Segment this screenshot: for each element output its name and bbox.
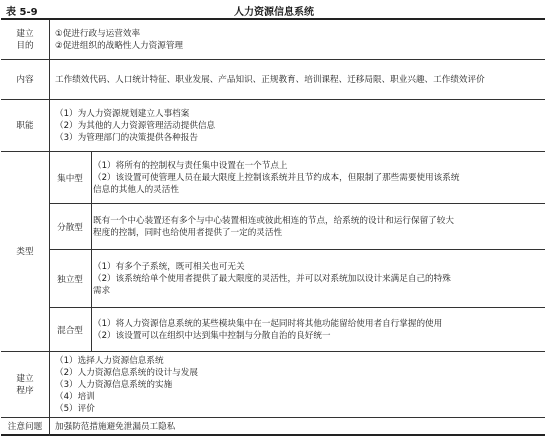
row-label-notes: 注意问题 [1, 418, 50, 436]
function-item: （2）为其他的人力资源管理活动提供信息 [55, 120, 216, 131]
procedure-item: （2）人力资源信息系统的设计与发展 [55, 367, 198, 378]
row-label-functions: 职能 [1, 100, 50, 151]
table-caption [0, 0, 548, 18]
subtype-line: （1）有多个子系统，既可相关也可无关 [93, 261, 245, 272]
procedure-item: （5）评价 [55, 403, 95, 414]
subtype-label: 混合型 [49, 308, 92, 352]
subtype-line: 既有一个中心装置还有多个与中心装置相连或彼此相连的节点，给系统的设计和运行保留了较大 [93, 215, 454, 226]
purpose-item: ①促进行政与运营效率 [55, 28, 141, 39]
subtype-line: 程度的控制，同时也给使用者提供了一定的灵活性 [93, 227, 283, 238]
row-content-content [51, 60, 541, 99]
subtype-content [93, 308, 541, 352]
subtype-line: （2）该设置可以在组织中达到集中控制与分散自治的良好统一 [93, 331, 331, 341]
row-content-build-purpose [51, 20, 541, 59]
row-label-types: 类型 [1, 152, 50, 351]
table-title: 人力资源信息系统 [234, 7, 314, 18]
subtype-line: 信息的其他人的灵活性 [93, 184, 179, 195]
subtype-row-centralized [49, 152, 545, 204]
subtype-line: （2）该系统给单个使用者提供了最大限度的灵活性，并可以对系统加以设计来满足自己的特殊 [93, 273, 451, 284]
table-number: 表 5-9 [6, 7, 38, 18]
content-text: 工作绩效代码、人口统计特征、职业发展、产品知识、正规教育、培训课程、迁移局限、职业兴趣、工作绩效评价 [55, 74, 485, 85]
subtype-content [93, 204, 541, 249]
row-types [1, 152, 545, 352]
subtype-line: （1）将人力资源信息系统的某些模块集中在一起同时将其他功能留给使用者自行掌握的使用 [93, 319, 443, 329]
subtype-label: 独立型 [49, 250, 92, 307]
row-content-functions [51, 100, 541, 151]
subtype-line: （1）将所有的控制权与责任集中设置在一个节点上 [93, 160, 288, 171]
row-content [1, 60, 545, 100]
subtype-content [93, 250, 541, 307]
subtype-line: （2）该设置可使管理人员在最大限度上控制该系统并且节约成本，但限制了那些需要使用该系统 [93, 172, 460, 183]
subtype-row-distributed [49, 204, 545, 250]
row-content-procedure [51, 352, 541, 417]
row-label-build-purpose: 建立 目的 [1, 20, 50, 59]
procedure-item: （4）培训 [55, 391, 95, 402]
subtype-row-hybrid [49, 308, 545, 352]
row-notes [1, 418, 545, 436]
row-functions [1, 100, 545, 152]
row-label-procedure: 建立 程序 [1, 352, 50, 417]
function-item: （3）为管理部门的决策提供各种报告 [55, 132, 198, 143]
row-label-content: 内容 [1, 60, 50, 99]
subtype-line: 需求 [93, 285, 111, 296]
notes-text: 加强防范措施避免泄漏员工隐私 [55, 422, 176, 432]
procedure-item: （1）选择人力资源信息系统 [55, 355, 164, 366]
row-content-notes [51, 418, 541, 436]
purpose-item: ②促进组织的战略性人力资源管理 [55, 40, 184, 51]
subtype-row-independent [49, 250, 545, 308]
subtype-label: 集中型 [49, 152, 92, 203]
row-procedure [1, 352, 545, 418]
hris-table [1, 18, 545, 436]
subtype-content [93, 152, 541, 203]
procedure-item: （3）人力资源信息系统的实施 [55, 379, 173, 390]
function-item: （1）为人力资源规划建立人事档案 [55, 108, 190, 119]
subtype-label: 分散型 [49, 204, 92, 249]
row-build-purpose [1, 20, 545, 60]
